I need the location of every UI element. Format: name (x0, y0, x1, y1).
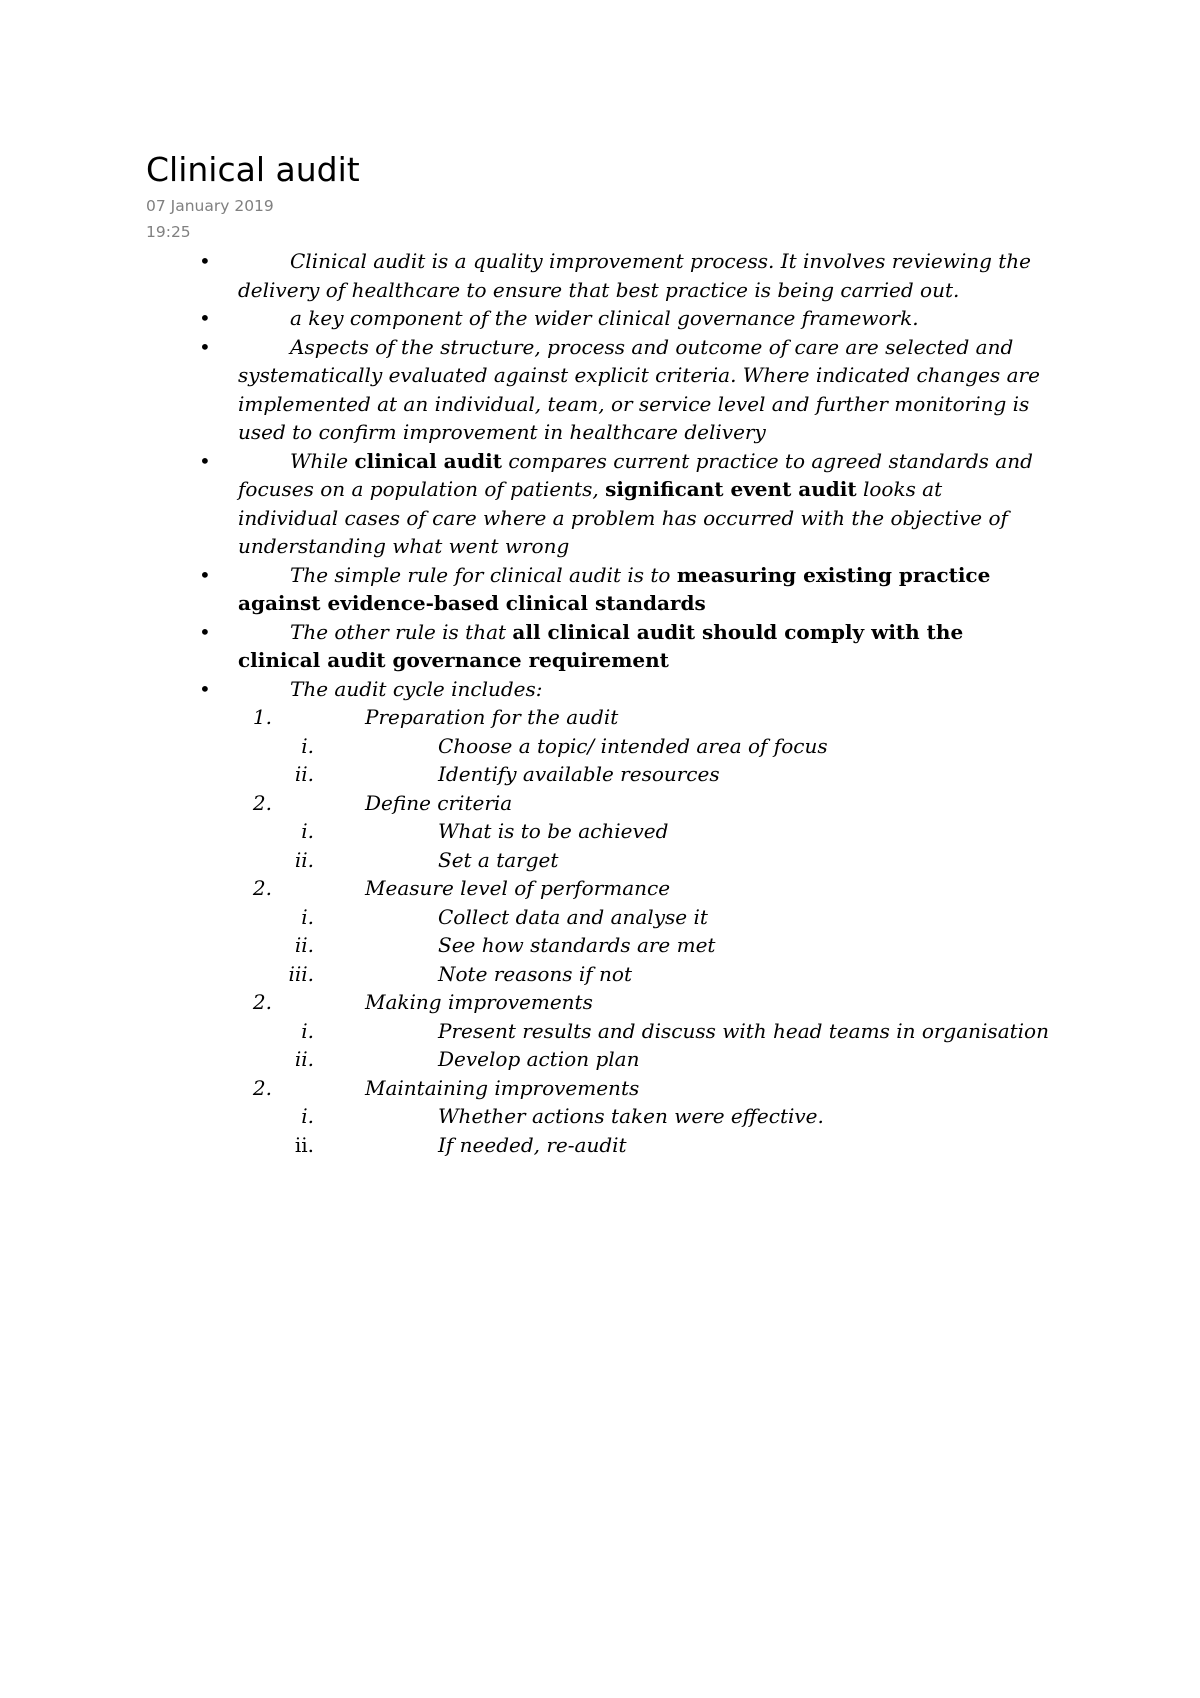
audit-substep-label: Identify available resources (438, 762, 720, 786)
audit-substep (0, 1131, 1200, 1160)
audit-step (0, 874, 1200, 903)
audit-step-number: 1. (252, 705, 272, 729)
audit-substep-number: ii. (294, 847, 314, 872)
note-time: 19:25 (146, 223, 191, 241)
bullet-dot-icon: • (199, 676, 211, 701)
audit-substep-number: i. (301, 819, 314, 843)
page-title: Clinical audit (146, 150, 360, 189)
audit-substep-number: i. (301, 904, 314, 929)
bullet-text (238, 247, 1048, 304)
bullet-bold-text: significant event audit (605, 477, 857, 501)
bullet-text-segment: While (290, 448, 355, 473)
audit-substep-label: What is to be achieved (438, 819, 669, 843)
audit-substep-number: ii. (294, 933, 314, 957)
audit-substep-number: iii. (288, 961, 314, 986)
bullet-text-segment: compares current practice to agreed standards and focuses on a population of patients, (238, 448, 1033, 501)
audit-substep (0, 931, 1200, 960)
bullet-bold-text: clinical audit (354, 448, 502, 473)
audit-step-number: 2. (252, 1075, 272, 1100)
bullet-text (238, 618, 1048, 675)
audit-step-number: 2. (252, 990, 272, 1014)
bullet-dot-icon: • (199, 334, 211, 359)
audit-substep-label: Whether actions taken were effective. (438, 1104, 824, 1128)
audit-substep-number: ii. (294, 762, 314, 786)
audit-step-number: 2. (252, 876, 272, 900)
bullet-item (0, 304, 1048, 333)
bullet-text (238, 675, 1048, 704)
bullet-dot-icon: • (199, 306, 211, 330)
bullet-item (0, 247, 1048, 304)
bullet-text-segment: looks at individual cases of care where a problem has occurred with the objective of understanding what went wrong (238, 477, 1008, 558)
audit-substep-number: ii. (294, 1047, 314, 1071)
note-body (0, 247, 1200, 1159)
bullet-bold-text: measuring existing practice against evidence-based clinical standards (238, 562, 991, 615)
audit-step-label: Define criteria (365, 790, 513, 815)
bullet-text-segment: The other rule is that (290, 619, 513, 644)
audit-substep-label: Present results and discuss with head teams in organisation (438, 1018, 1049, 1043)
audit-step (0, 1074, 1200, 1103)
audit-step (0, 789, 1200, 818)
audit-substep-label: See how standards are met (438, 933, 716, 957)
audit-substep (0, 903, 1200, 932)
bullet-item (0, 675, 1048, 704)
audit-substep (0, 960, 1200, 989)
audit-substep-label: Note reasons if not (438, 961, 633, 986)
audit-substep-label: Set a target (438, 847, 559, 872)
audit-substep-label: Collect data and analyse it (438, 904, 708, 929)
audit-substep-number: i. (301, 1104, 314, 1128)
audit-step-label: Preparation for the audit (365, 705, 619, 729)
audit-substep-label: Choose a topic/ intended area of focus (438, 733, 828, 758)
note-date: 07 January 2019 (146, 197, 274, 215)
bullet-text-segment: The simple rule for clinical audit is to (290, 562, 677, 587)
audit-substep-number: i. (301, 733, 314, 758)
bullet-text-segment: a key component of the wider clinical governance framework. (290, 306, 919, 330)
bullet-text (238, 447, 1048, 561)
bullet-item (0, 561, 1048, 618)
audit-substep (0, 1045, 1200, 1074)
audit-substep-number: ii. (294, 1132, 314, 1157)
bullet-item (0, 618, 1048, 675)
audit-step-label: Maintaining improvements (365, 1075, 640, 1100)
bullet-dot-icon: • (199, 562, 211, 587)
audit-substep (0, 732, 1200, 761)
bullet-item (0, 333, 1048, 447)
audit-substep (0, 1102, 1200, 1131)
audit-substep-number: i. (301, 1018, 314, 1043)
bullet-text (238, 333, 1048, 447)
bullet-text-segment: Clinical audit is a quality improvement process. It involves reviewing the delivery of healthcare to ensure that best practice is being carried out. (238, 249, 1032, 302)
bullet-text (238, 561, 1048, 618)
audit-step-label: Making improvements (365, 990, 593, 1014)
audit-substep (0, 1017, 1200, 1046)
bullet-item (0, 447, 1048, 561)
audit-substep-label: Develop action plan (438, 1047, 640, 1071)
bullet-text-segment: Aspects of the structure, process and outcome of care are selected and systematically evaluated against explicit criteria. Where indicated changes are implemented at an individual, team, or service level and further monitoring is used to confirm improvement in healthcare delivery (238, 334, 1040, 444)
bullet-dot-icon: • (199, 448, 211, 473)
bullet-text-segment: The audit cycle includes: (290, 676, 543, 701)
audit-substep-label: If needed, re-audit (438, 1132, 627, 1157)
bullet-dot-icon: • (199, 249, 211, 273)
bullet-text (238, 304, 1048, 333)
bullet-dot-icon: • (199, 619, 211, 644)
audit-substep (0, 817, 1200, 846)
audit-step (0, 988, 1200, 1017)
audit-substep (0, 760, 1200, 789)
bullet-bold-text: all clinical audit should comply with the clinical audit governance requirement (238, 619, 964, 672)
audit-step-number: 2. (252, 790, 272, 815)
audit-substep (0, 846, 1200, 875)
audit-step-label: Measure level of performance (365, 876, 671, 900)
audit-step (0, 703, 1200, 732)
